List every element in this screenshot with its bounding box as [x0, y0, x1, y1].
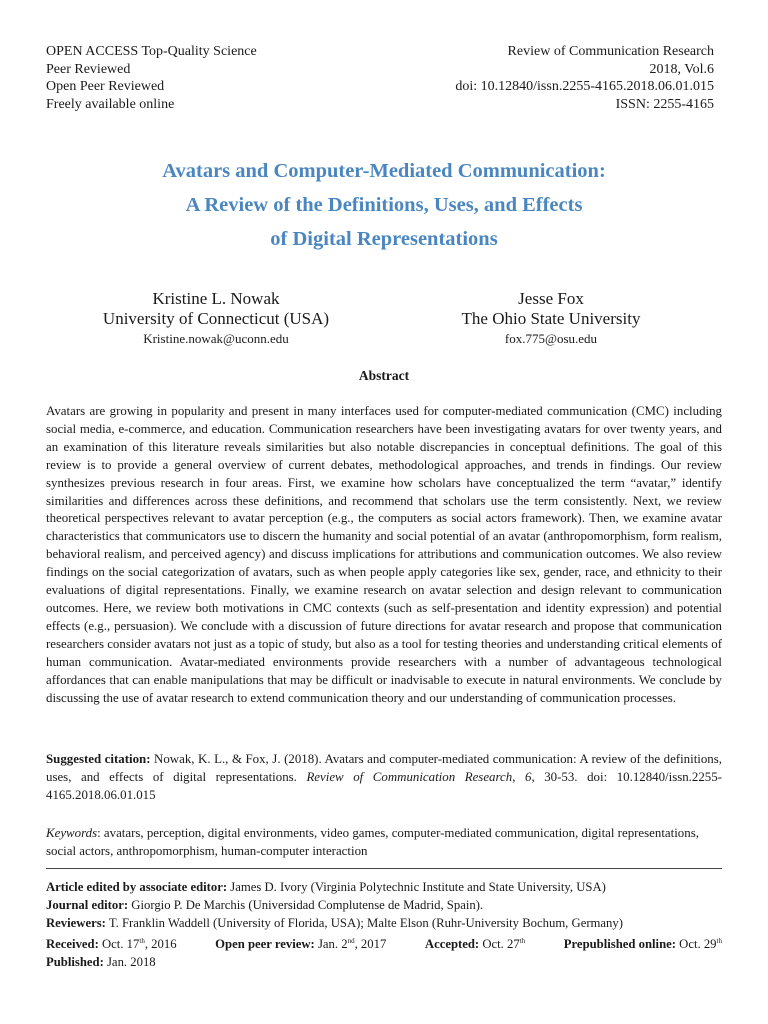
accepted-suffix: th	[519, 937, 526, 945]
citation-separator: ,	[512, 770, 525, 784]
published-row	[46, 953, 722, 971]
journal-editor-label: Journal editor:	[46, 898, 129, 912]
citation-journal: Review of Communication Research	[306, 770, 513, 784]
citation-pages-doi: , 30-53. doi: 10.12840/issn.2255-4165.2018.06.01.015	[46, 770, 722, 802]
paper-page	[46, 0, 722, 1024]
citation-text: Nowak, K. L., & Fox, J. (2018). Avatars and computer-mediated communication: A review of the definitions, uses, and effects of digital representations.	[46, 752, 722, 784]
title-line-2: A Review of the Definitions, Uses, and Effects	[185, 194, 583, 216]
received-value: Oct. 17	[98, 937, 140, 951]
open-review-date	[215, 932, 386, 953]
header-peer-reviewed: Peer Reviewed	[46, 61, 131, 77]
prepublished-label: Prepublished online:	[563, 937, 676, 951]
abstract-body	[46, 403, 722, 707]
accepted-date	[425, 932, 525, 953]
reviewers-row	[46, 914, 722, 932]
open-review-year: , 2017	[354, 937, 387, 951]
received-suffix: th	[139, 937, 145, 945]
header-right	[455, 43, 714, 113]
author-name: Jesse Fox	[518, 289, 584, 308]
open-review-label: Open peer review:	[215, 937, 315, 951]
keywords	[46, 824, 722, 860]
author-affiliation: The Ohio State University	[461, 309, 641, 328]
citation-volume: 6	[525, 770, 532, 784]
author-email[interactable]: fox.775@osu.edu	[504, 331, 598, 346]
prepublished-date	[564, 932, 722, 953]
author-block-2	[401, 289, 701, 348]
associate-editor-row	[46, 878, 722, 896]
associate-editor-label: Article edited by associate editor:	[46, 880, 228, 894]
reviewers-label: Reviewers:	[46, 916, 106, 930]
citation-label: Suggested citation:	[46, 752, 151, 766]
received-label: Received:	[46, 937, 99, 951]
journal-doi[interactable]: doi: 10.12840/issn.2255-4165.2018.06.01.015	[455, 79, 714, 94]
header-freely-available: Freely available online	[46, 96, 175, 112]
journal-name: Review of Communication Research	[507, 44, 714, 59]
received-year: , 2016	[144, 937, 177, 951]
prepublished-suffix: th	[716, 937, 722, 945]
keywords-label: Keywords	[46, 826, 98, 840]
title-line-3: of Digital Representations	[270, 228, 498, 250]
header-left	[46, 43, 257, 113]
journal-volume: 2018, Vol.6	[649, 61, 714, 77]
author-name: Kristine L. Nowak	[152, 289, 280, 308]
title-line-1: Avatars and Computer-Mediated Communication:	[162, 160, 606, 182]
accepted-value: Oct. 27	[479, 937, 520, 951]
paper-title	[46, 154, 722, 256]
open-review-value: Jan. 2	[314, 937, 348, 951]
journal-editor-row	[46, 896, 722, 914]
author-affiliation: University of Connecticut (USA)	[102, 309, 330, 328]
associate-editor-value: James D. Ivory (Virginia Polytechnic Institute and State University, USA)	[227, 880, 606, 894]
author-block-1	[66, 289, 366, 348]
open-review-suffix: nd	[347, 937, 355, 945]
dates-row	[46, 932, 722, 953]
article-metadata	[46, 878, 722, 971]
header-open-access: OPEN ACCESS Top-Quality Science	[46, 44, 257, 59]
accepted-label: Accepted:	[424, 937, 480, 951]
prepublished-value: Oct. 29	[676, 937, 717, 951]
suggested-citation	[46, 750, 722, 804]
journal-issn: ISSN: 2255-4165	[615, 96, 714, 112]
published-label: Published:	[46, 955, 104, 969]
received-date	[46, 932, 177, 953]
abstract-heading: Abstract	[358, 368, 410, 383]
abstract-text: Avatars are growing in popularity and present in many interfaces used for computer-mediated communication (CMC) including social media, e-commerce, and education. Communication researchers have been investigating avatars for over twenty years, and an examination of this literature reveals similarities but also notable discrepancies in conceptual definitions. The goal of this review is to provide a general overview of current debates, methodological approaches, and trends in findings. Our review synthesizes previous research in four areas. First, we examine how scholars have conceptualized the term “avatar,” identify similarities and differences across these definitions, and recommend that scholars use the term consistently. Next, we review theoretical perspectives relevant to avatar perception (e.g., the computers as social actors framework). Then, we examine avatar characteristics that communicators use to discern the humanity and social potential of an avatar (anthropomorphism, form realism, behavioral realism, and perceived agency) and discuss implications for attributions and communication outcomes. We also review findings on the social categorization of avatars, such as when people apply categories like sex, gender, race, and ethnicity to their evaluations of digital representations. Finally, we examine research on avatar selection and design relevant to communication outcomes. Here, we review both motivations in CMC contexts (such as self-presentation and identity expression) and potential effects (e.g., persuasion). We conclude with a discussion of future directions for avatar research and propose that communication researchers consider avatars not just as a topic of study, but also as a tool for testing theories and understanding critical elements of human communication. Avatar-mediated environments provide researchers with a number of advantageous technological affordances that can enable manipulations that may be difficult or inadvisable to execute in natural environments. We conclude by discussing the use of avatar research to extend communication theory and our understanding of communication processes.	[46, 404, 722, 705]
reviewers-value: T. Franklin Waddell (University of Florida, USA); Malte Elson (Ruhr-University Bochum, Germany)	[105, 916, 623, 930]
journal-editor-value: Giorgio P. De Marchis (Universidad Complutense de Madrid, Spain).	[128, 898, 484, 912]
keywords-text: : avatars, perception, digital environments, video games, computer-mediated communication, digital representations, social actors, anthropomorphism, human-computer interaction	[46, 826, 699, 858]
author-email[interactable]: Kristine.nowak@uconn.edu	[143, 331, 289, 346]
published-value: Jan. 2018	[103, 955, 156, 969]
divider	[46, 868, 722, 869]
header-open-peer-reviewed: Open Peer Reviewed	[46, 79, 165, 94]
